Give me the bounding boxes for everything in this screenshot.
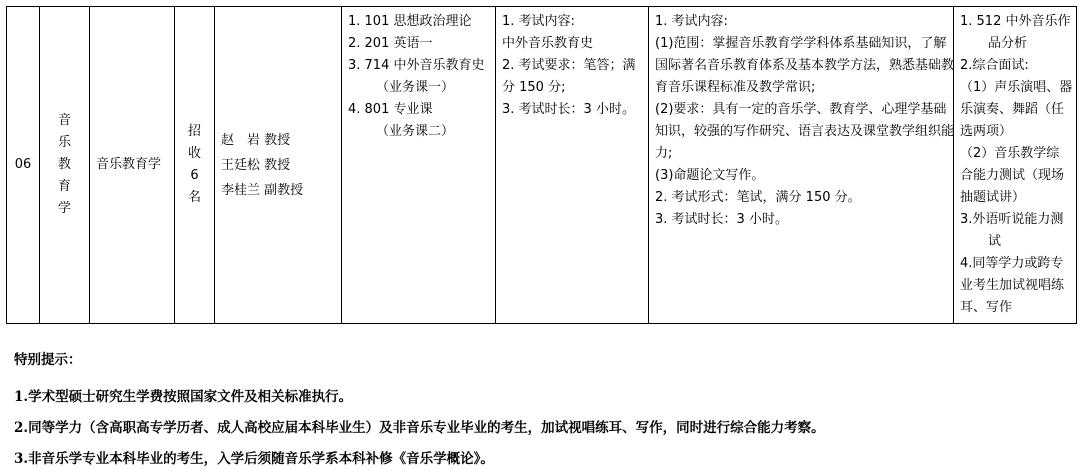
course-detail-line: 1. 考试内容:: [655, 14, 728, 29]
exam-requirement-line: 3. 考试时长：3 小时。: [502, 102, 635, 117]
course-exam-details: [649, 7, 954, 324]
retest-line: 试: [988, 234, 1002, 249]
course-detail-line: 3. 考试时长：3 小时。: [655, 212, 788, 227]
tutor-list: [215, 7, 342, 324]
tutor-name: 王廷松 教授: [221, 157, 291, 173]
exam-subject-line: （业务课一）: [376, 80, 455, 95]
exam-subject-line: 3. 714 中外音乐教育史: [348, 58, 485, 73]
major-char: 教: [57, 157, 71, 172]
retest-content: [954, 7, 1077, 324]
note-item-1: 1.学术型硕士研究生学费按照国家文件及相关标准执行。: [14, 389, 353, 405]
program-number: 06: [7, 7, 40, 324]
exam-subject-line: 2. 201 英语一: [348, 36, 433, 51]
enroll-char: 6: [190, 168, 199, 183]
major-char: 育: [57, 179, 71, 194]
note-item-3: 3.非音乐学专业本科毕业的考生，入学后须随音乐学系本科补修《音乐学概论》。: [14, 451, 494, 467]
major-char: 音: [57, 113, 71, 128]
retest-line: 4.同等学力或跨专: [960, 256, 1064, 271]
program-table: [6, 6, 1077, 324]
retest-line: （1）声乐演唱、器: [960, 80, 1073, 95]
notes-title: 特别提示：: [14, 352, 82, 368]
retest-line: 合能力测试（现场: [960, 168, 1065, 183]
course-detail-line: (3)命题论文写作。: [655, 168, 765, 183]
research-direction: 音乐教育学: [90, 7, 175, 324]
retest-line: 选两项）: [960, 124, 1013, 139]
exam-subject-line: （业务课二）: [376, 124, 455, 139]
exam-requirement-line: 中外音乐教育史: [502, 36, 594, 51]
exam-subject-line: 1. 101 思想政治理论: [348, 14, 472, 29]
course-detail-line: 育音乐课程标准及教学常识;: [655, 80, 816, 95]
tutor-name: 李桂兰 副教授: [221, 182, 304, 198]
retest-line: 乐演奏、舞蹈（任: [960, 102, 1065, 117]
retest-line: 业考生加试视唱练: [960, 278, 1065, 293]
enroll-char: 收: [187, 146, 201, 161]
exam-subjects: [342, 7, 496, 324]
major-char: 乐: [57, 135, 71, 150]
retest-line: 2.综合面试:: [960, 58, 1029, 73]
exam-requirement-line: 分 150 分;: [502, 80, 566, 95]
retest-line: 品分析: [988, 36, 1028, 51]
exam-requirement-line: 2. 考试要求：笔答；满: [502, 58, 636, 73]
tutor-name: 赵 岩 教授: [221, 132, 291, 148]
course-detail-line: 国际著名音乐教育体系及基本教学方法，熟悉基础教: [655, 58, 955, 73]
major-char: 学: [57, 201, 71, 216]
retest-line: 抽题试讲）: [960, 190, 1026, 205]
course-detail-line: 知识，较强的写作研究、语言表达及课堂教学组织能: [655, 124, 955, 139]
exam-requirement-line: 1. 考试内容:: [502, 14, 575, 29]
course-detail-line: 力;: [655, 146, 673, 161]
enrollment-quota: [175, 7, 215, 324]
course-detail-line: (2)要求：具有一定的音乐学、教育学、心理学基础: [655, 102, 947, 117]
course-detail-line: 2. 考试形式：笔试，满分 150 分。: [655, 190, 861, 205]
retest-line: 1. 512 中外音乐作: [960, 14, 1071, 29]
retest-line: 耳、写作: [960, 300, 1013, 315]
program-row: [7, 7, 1077, 324]
retest-line: （2）音乐教学综: [960, 146, 1060, 161]
major-name: [40, 7, 90, 324]
exam-requirements: [496, 7, 649, 324]
enroll-char: 名: [187, 190, 201, 205]
retest-line: 3.外语听说能力测: [960, 212, 1064, 227]
course-detail-line: (1)范围：掌握音乐教育学学科体系基础知识，了解: [655, 36, 947, 51]
note-item-2: 2.同等学力（含高职高专学历者、成人高校应届本科毕业生）及非音乐专业毕业的考生，加试视唱练耳、写作，同时进行综合能力考察。: [14, 420, 825, 436]
enroll-char: 招: [187, 124, 201, 139]
exam-subject-line: 4. 801 专业课: [348, 102, 433, 117]
